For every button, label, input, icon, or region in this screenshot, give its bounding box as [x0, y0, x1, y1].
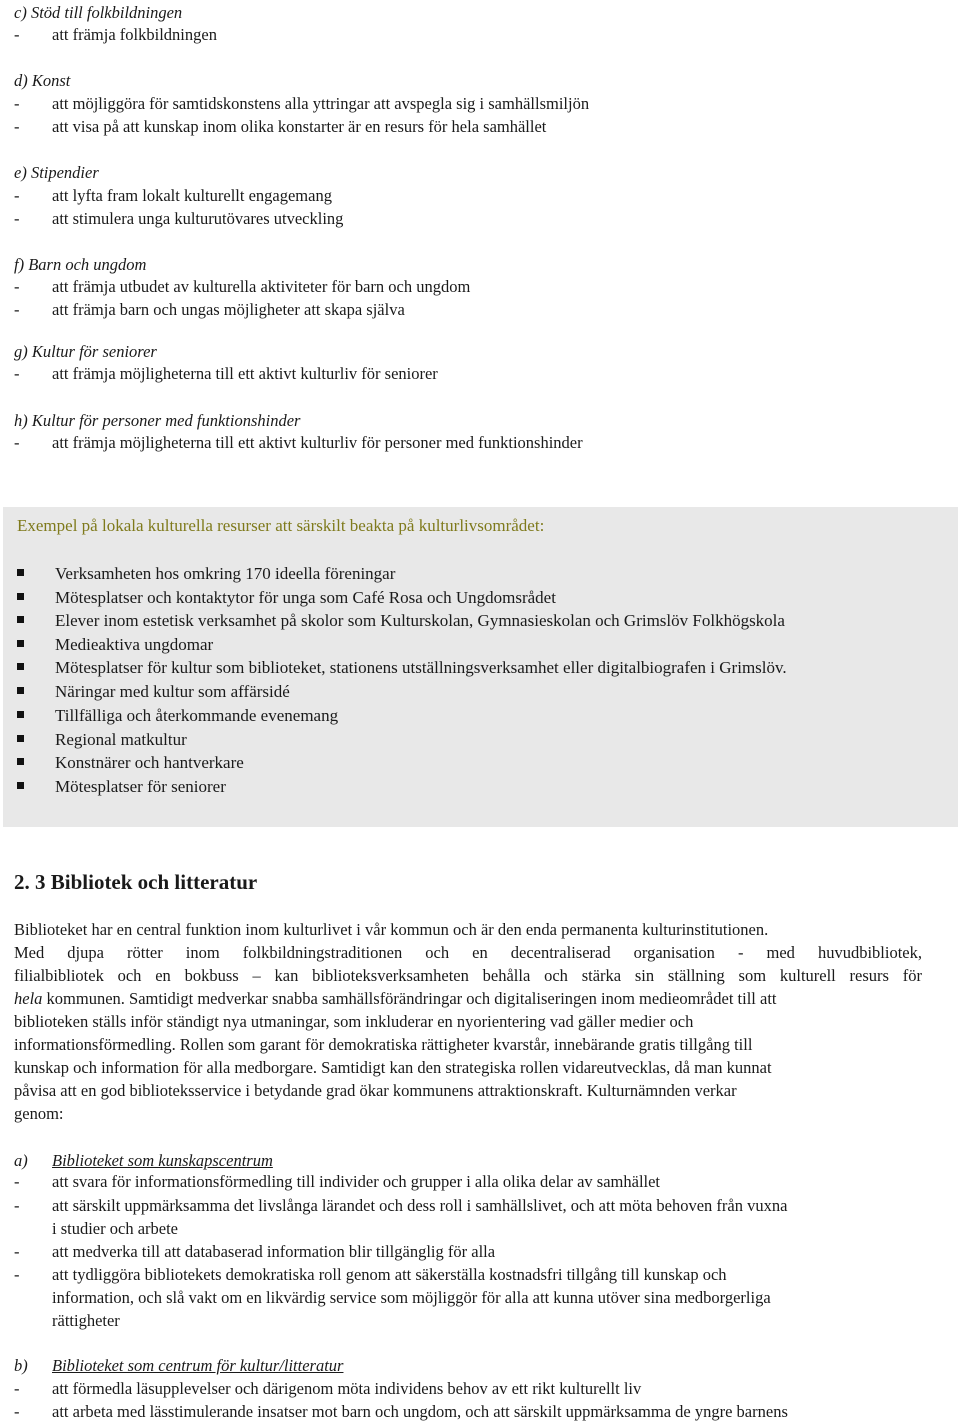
list-item-text: information, och slå vakt om en likvärdig service som möjliggör för alla att kunna utöver sina medborgerliga: [52, 1288, 771, 1307]
paragraph-line: kunskap och information för alla medborgare. Samtidigt kan den strategiska rollen vidareutvecklas, då man kunnat: [14, 1058, 772, 1077]
dash-marker: -: [14, 364, 20, 383]
list-item-text: att tydliggöra bibliotekets demokratiska roll genom att säkerställa kostnadsfri tillgång till kunskap och: [52, 1265, 727, 1284]
list-item-text: att särskilt uppmärksamma det livslånga lärandet och dess roll i samhällslivet, och att möta behoven från vuxna: [52, 1196, 788, 1215]
paragraph-line: påvisa att en god biblioteksservice i betydande grad ökar kommunens attraktionskraft. Kulturnämnden verkar: [14, 1081, 737, 1100]
list-item-text: i studier och arbete: [52, 1219, 178, 1238]
section-title-h: h) Kultur för personer med funktionshinder: [14, 411, 301, 430]
dash-marker: -: [14, 433, 20, 452]
bullet-item-text: Mötesplatser för seniorer: [55, 777, 226, 796]
dash-marker: -: [14, 1196, 20, 1215]
section-title-g: g) Kultur för seniorer: [14, 342, 157, 361]
dash-marker: -: [14, 1265, 20, 1284]
subsection-label: a): [14, 1151, 28, 1170]
dash-marker: -: [14, 209, 20, 228]
dash-marker: -: [14, 94, 20, 113]
dash-marker: -: [14, 277, 20, 296]
list-item-text: att främja möjligheterna till ett aktivt kulturliv för personer med funktionshinder: [52, 433, 583, 452]
list-item-text: att stimulera unga kulturutövares utveckling: [52, 209, 344, 228]
list-item-text: att förmedla läsupplevelser och därigenom möta individens behov av ett rikt kulturellt liv: [52, 1379, 642, 1398]
bullet-item-text: Näringar med kultur som affärsidé: [55, 682, 290, 701]
paragraph-text: kommunen. Samtidigt medverkar snabba samhällsförändringar och digitaliseringen inom medieområdet till att: [42, 989, 777, 1008]
list-item-text: att främja barn och ungas möjligheter att skapa själva: [52, 300, 405, 319]
section-title-d: d) Konst: [14, 71, 71, 90]
square-bullet-icon: [17, 593, 24, 600]
list-item-text: att främja folkbildningen: [52, 25, 217, 44]
paragraph-line: [14, 987, 954, 1010]
paragraph-line: Med djupa rötter inom folkbildningstraditionen och en decentraliserad organisation - med huvudbibliotek,: [14, 943, 922, 962]
list-item-text: att arbeta med lässtimulerande insatser mot barn och ungdom, och att särskilt uppmärksamma de yngre barnens: [52, 1402, 788, 1421]
square-bullet-icon: [17, 616, 24, 623]
bullet-item-text: Regional matkultur: [55, 730, 187, 749]
subsection-title-text: Biblioteket som centrum för kultur/litteratur: [52, 1356, 344, 1375]
bullet-item-text: Mötesplatser och kontaktytor för unga som Café Rosa och Ungdomsrådet: [55, 588, 556, 607]
square-bullet-icon: [17, 782, 24, 789]
list-item-text: att främja utbudet av kulturella aktiviteter för barn och ungdom: [52, 277, 471, 296]
bullet-item-text: Verksamheten hos omkring 170 ideella föreningar: [55, 564, 396, 583]
dash-marker: -: [14, 1172, 20, 1191]
square-bullet-icon: [17, 663, 24, 670]
bullet-item-text: Tillfälliga och återkommande evenemang: [55, 706, 339, 725]
list-item-text: rättigheter: [52, 1311, 120, 1330]
bullet-item-text: Konstnärer och hantverkare: [55, 753, 244, 772]
paragraph-line: filialbibliotek och en bokbuss – kan biblioteksverksamheten behålla och stärka sin ställning som kulturell resurs för: [14, 966, 922, 985]
paragraph-line: informationsförmedling. Rollen som garant för demokratiska rättigheter kvarstår, innebärande gratis tillgång till: [14, 1035, 753, 1054]
bullet-item-text: Elever inom estetisk verksamhet på skolor som Kulturskolan, Gymnasieskolan och Grimslöv Folkhögskola: [55, 611, 785, 630]
square-bullet-icon: [17, 735, 24, 742]
square-bullet-icon: [17, 758, 24, 765]
square-bullet-icon: [17, 640, 24, 647]
emphasis-text: hela: [14, 989, 43, 1008]
list-item-text: att visa på att kunskap inom olika konstarter är en resurs för hela samhället: [52, 117, 547, 136]
square-bullet-icon: [17, 569, 24, 576]
dash-marker: -: [14, 300, 20, 319]
section-title-f: f) Barn och ungdom: [14, 255, 147, 274]
paragraph-line: Biblioteket har en central funktion inom kulturlivet i vår kommun och är den enda permanenta kulturinstitutionen.: [14, 920, 769, 939]
paragraph-line: genom:: [14, 1104, 64, 1123]
section-heading: 2. 3 Bibliotek och litteratur: [14, 870, 258, 894]
list-item-text: att svara för informationsförmedling till individer och grupper i alla olika delar av samhället: [52, 1172, 661, 1191]
subsection-label: b): [14, 1356, 28, 1375]
dash-marker: -: [14, 1242, 20, 1261]
example-box-heading: Exempel på lokala kulturella resurser att särskilt beakta på kulturlivsområdet:: [17, 516, 545, 535]
list-item-text: att lyfta fram lokalt kulturellt engagemang: [52, 186, 332, 205]
dash-marker: -: [14, 25, 20, 44]
square-bullet-icon: [17, 687, 24, 694]
section-title-c: c) Stöd till folkbildningen: [14, 3, 183, 22]
dash-marker: -: [14, 117, 20, 136]
subsection-title-text: Biblioteket som kunskapscentrum: [52, 1151, 273, 1170]
section-title-e: e) Stipendier: [14, 163, 99, 182]
list-item-text: att medverka till att databaserad information blir tillgänglig för alla: [52, 1242, 496, 1261]
dash-marker: -: [14, 1402, 20, 1421]
square-bullet-icon: [17, 711, 24, 718]
bullet-item-text: Medieaktiva ungdomar: [55, 635, 214, 654]
list-item-text: att främja möjligheterna till ett aktivt kulturliv för seniorer: [52, 364, 438, 383]
dash-marker: -: [14, 1379, 20, 1398]
list-item-text: att möjliggöra för samtidskonstens alla yttringar att avspegla sig i samhällsmiljön: [52, 94, 590, 113]
bullet-item-text: Mötesplatser för kultur som biblioteket, stationens utställningsverksamhet eller digitalbiografen i Grimslöv.: [55, 658, 787, 677]
paragraph-line: biblioteken ställs inför ständigt nya utmaningar, som inkluderar en nyorientering vad gäller medier och: [14, 1012, 694, 1031]
dash-marker: -: [14, 186, 20, 205]
